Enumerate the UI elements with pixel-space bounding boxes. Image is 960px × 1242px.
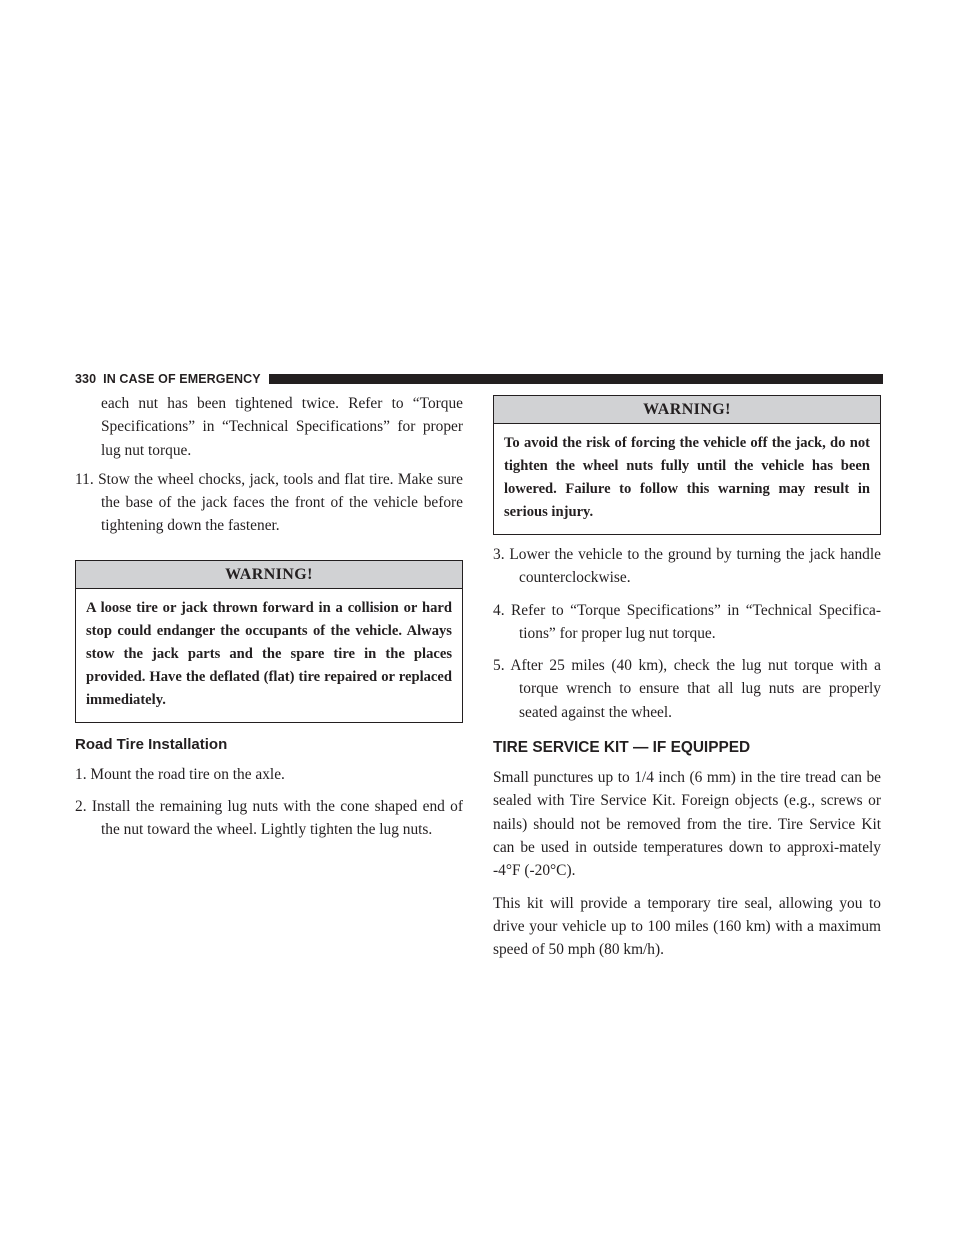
right-column [493,395,881,970]
list-item-step-11 [75,468,463,538]
warning-box [75,560,463,723]
step-number: 1. [75,765,87,783]
subheading-road-tire-installation: Road Tire Installation [75,735,228,753]
step-number: 11. [75,470,94,488]
page-number: 330 [75,372,97,386]
step-number: 3. [493,546,505,563]
paragraph: Small punctures up to 1/4 inch (6 mm) in the tire tread can be sealed with Tire Service Kit. Foreign objects (e.g., screws or nails) should not be removed from the tire. Tire Service Kit can be used in outside temperatures down to approxi-mately -4°F (-20°C). [493,769,881,880]
step-number: 2. [75,798,87,816]
header-rule [269,374,883,384]
continuation-text: each nut has been tightened twice. Refer to “Torque Specifications” in “Technical Specifications” for proper lug nut torque. [101,395,463,459]
step-number: 5. [493,657,505,675]
step-text: Install the remaining lug nuts with the cone shaped end of the nut toward the wheel. Lightly tighten the lug nuts. [91,798,463,839]
step-number: 4. [493,601,505,619]
list-item-step-5 [493,654,881,724]
step-text: Lower the vehicle to the ground by turning the jack handle counterclockwise. [509,546,881,587]
paragraph: This kit will provide a temporary tire seal, allowing you to drive your vehicle up to 100 miles (160 km) with a maximum speed of 50 mph (80 km/h). [493,894,881,959]
page-header [75,371,883,387]
section-title: IN CASE OF EMERGENCY [103,372,261,386]
section-heading-tire-service-kit: TIRE SERVICE KIT — IF EQUIPPED [493,739,751,757]
warning-box [493,395,881,535]
warning-body: A loose tire or jack thrown forward in a collision or hard stop could endanger the occupants of the vehicle. Always stow the jack parts and the spare tire in the places provided. Have the deflated (flat) tire repaired or replaced immediately. [86,599,452,708]
step-text: After 25 miles (40 km), check the lug nut torque with a torque wrench to ensure that all lug nuts are properly seated against the wheel. [510,657,882,721]
warning-title: WARNING! [76,561,462,589]
list-item-step-2 [75,795,463,842]
list-item-step-1 [75,763,463,786]
left-column [75,392,463,851]
step-text: Refer to “Torque Specifications” in “Technical Specifica-tions” for proper lug nut torque. [511,601,881,642]
warning-title: WARNING! [494,396,880,424]
step-text: Mount the road tire on the axle. [90,765,285,783]
step-text: Stow the wheel chocks, jack, tools and flat tire. Make sure the base of the jack faces the front of the vehicle before tightening down the fastener. [98,470,463,535]
list-item-step-3 [493,543,881,590]
warning-body: To avoid the risk of forcing the vehicle off the jack, do not tighten the wheel nuts fully until the vehicle has been lowered. Failure to follow this warning may result in serious injury. [504,435,870,520]
list-item-step-4 [493,599,881,646]
